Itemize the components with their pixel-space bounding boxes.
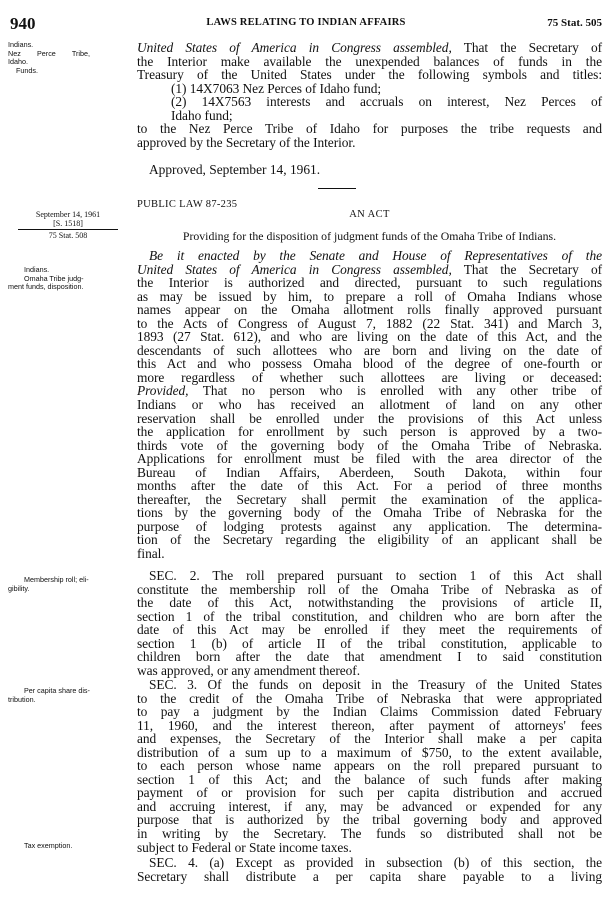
text-line: to each person whose name appears on the roll prepared pursuant to — [137, 758, 602, 774]
enacting-clause-italic: United States of America in Congress assembled, — [137, 40, 452, 55]
text-line: (2) 14X7563 interests and accruals on interest, Nez Perces of — [171, 94, 602, 110]
section-3-text — [137, 678, 602, 854]
text-line: constitute the membership roll of the Omaha Tribe of Nebraska as of — [137, 581, 602, 597]
text-line: to the Nez Perce Tribe of Idaho for purposes the tribe requests and — [137, 121, 602, 137]
text-line: Treasury of the United States under the following symbols and titles: — [137, 67, 602, 83]
text-line: Idaho fund; — [171, 107, 233, 123]
text-line: SEC. 2. The roll prepared pursuant to section 1 of this Act shall — [149, 568, 602, 583]
text-line: to pay a judgment by the Indian Claims Commission dated February — [137, 704, 602, 720]
act-title: Providing for the disposition of judgment funds of the Omaha Tribe of Indians. — [182, 229, 557, 243]
text-line: Provided, That no person who is enrolled with any other tribe of — [137, 383, 602, 399]
section-2-text — [137, 569, 602, 677]
text-line: subject to Federal or State income taxes. — [137, 839, 352, 855]
section-4-text — [137, 856, 602, 883]
text-line: 1893 (27 Stat. 612), and who are living on the date of this Act, and the — [137, 329, 602, 345]
margin-note-line: ment funds, disposition. — [8, 282, 84, 292]
text-line — [137, 249, 602, 263]
text-line: and accruing interest, if any, may be advanced or expended for any — [137, 798, 602, 814]
text-line: SEC. 3. Of the funds on deposit in the Treasury of the United States — [149, 677, 602, 692]
margin-note-membership — [8, 576, 128, 593]
text-line: thereafter, the Secretary shall permit the examination of the applica- — [137, 491, 602, 507]
text-line: to the Acts of Congress of August 7, 1882 (22 Stat. 341) and March 3, — [137, 315, 602, 331]
text-line: names appear on the Omaha allotment rolls finally approved pursuant — [137, 302, 602, 318]
text-line: more regardless of whether such allottees are living or deceased: — [137, 369, 602, 385]
margin-note-line: Per capita share dis- — [24, 686, 90, 695]
section-1-text — [137, 249, 602, 561]
margin-note-line: Indians. — [8, 40, 34, 49]
margin-note-line: Nez Perce Tribe, — [8, 48, 90, 58]
text-line: payment of or provision for such per capita distribution and accrued — [137, 785, 602, 801]
text-line: Bureau of Indian Affairs, Aberdeen, South Dakota, within four — [137, 464, 602, 480]
margin-note-omaha — [8, 266, 128, 292]
enactment-date: September 14, 1961 — [35, 210, 101, 219]
text-line: tions by the governing body of the Omaha Tribe of Nebraska for the — [137, 505, 602, 521]
text-line: section 1 of this Act; and the balance of such funds after making — [137, 771, 602, 787]
margin-note-line: Omaha Tribe judg- — [24, 273, 84, 283]
text-line: reservation shall be enrolled under the provisions of this Act unless — [137, 410, 602, 426]
text-line: final. — [137, 546, 165, 562]
margin-note-line: Funds. — [16, 65, 38, 75]
margin-note-line: Membership roll; eli- — [24, 575, 89, 584]
margin-note-line: gibility. — [8, 583, 30, 593]
margin-note-line: Idaho. — [8, 57, 28, 67]
text-line: thirds vote of the governing body of the Omaha Tribe of Nebraska. — [137, 437, 602, 453]
section-separator-rule — [318, 188, 356, 189]
proviso-italic: Provided, — [137, 383, 189, 399]
text-line: Indians or who has received an allotment of land on any other — [137, 397, 602, 413]
page-header — [10, 14, 602, 36]
text-line: and expenses, the Secretary of the Interior shall make a per capita — [137, 731, 602, 747]
date-box-rule — [18, 229, 118, 230]
text-line: tion of the Secretary regarding the eligibility of an applicant shall be — [137, 532, 602, 548]
text-line: Applications for enrollment must be filed with the area director of the — [137, 451, 602, 467]
an-act-heading: AN ACT — [349, 209, 390, 220]
margin-note-line: tribution. — [8, 694, 36, 704]
text-line: United States of America in Congress assembled, That the Secretary of — [137, 40, 602, 55]
text-line: United States of America in Congress assembled, That the Secretary of — [137, 261, 602, 277]
margin-note-line: Tax exemption. — [24, 841, 73, 850]
text-line: approved by the Secretary of the Interior. — [137, 134, 356, 150]
text-line: to the credit of the Omaha Tribe of Nebraska that were appropriated — [137, 690, 602, 706]
text-line: months after the date of this Act. For a period of three months — [137, 478, 602, 494]
text-line: Secretary shall distribute a per capita share payable to a living — [137, 868, 602, 884]
prior-act-text — [137, 41, 602, 149]
statute-reference: 75 Stat. 505 — [547, 17, 602, 29]
text-line: was approved, or any amendment thereof. — [137, 662, 361, 678]
text-line: purpose of lodging protests against any application. The determina- — [137, 518, 602, 534]
page-number: 940 — [10, 14, 36, 33]
text-line: 11, 1960, and the interest thereon, after payment of attorneys' fees — [137, 717, 602, 733]
text-line: purpose that is authorized by the tribal governing body and approved — [137, 812, 602, 828]
text-line: in writing by the Secretary. The funds so distributed shall not be — [137, 826, 602, 842]
text-line: the date of this Act, notwithstanding the provisions of article II, — [137, 595, 602, 611]
text-line: the Interior is authorized and directed, pursuant to such regulations — [137, 275, 602, 291]
text-line: children born after the date that amendment I to said constitution — [137, 649, 602, 665]
margin-note-tax — [8, 842, 128, 851]
text-line: (1) 14X7063 Nez Perces of Idaho fund; — [171, 80, 382, 96]
date-box — [8, 210, 128, 240]
text-line: as may be issued by him, to prepare a roll of Omaha Indians whose — [137, 288, 602, 304]
text-line: distribution of a sum up to a maximum of $750, to the extent available, — [137, 744, 602, 760]
text-line: the application for enrollment by such person is approved by a two- — [137, 424, 602, 440]
margin-note-per-capita — [8, 687, 128, 704]
bill-number: [S. 1518] — [53, 219, 83, 228]
margin-note-line: Indians. — [24, 265, 50, 274]
running-head: LAWS RELATING TO INDIAN AFFAIRS — [206, 17, 406, 28]
date-box-stat: 75 Stat. 508 — [48, 231, 88, 240]
text-line: the Interior make available the unexpended balances of funds in the — [137, 53, 602, 69]
enacting-clause-italic: Be it enacted by the Senate and House of Representatives of the — [149, 248, 602, 263]
text-line: section 1 of the tribal constitution, and children who are born after the — [137, 608, 602, 624]
public-law-number: PUBLIC LAW 87-235 — [137, 199, 238, 210]
enacting-clause-italic: United States of America in Congress assembled, — [137, 261, 452, 277]
text-line: section 1 (b) of article II of the tribal constitution, applicable to — [137, 635, 602, 651]
text-line: this Act and who possess Omaha blood of the degree of one-fourth or — [137, 356, 602, 372]
text-line: SEC. 4. (a) Except as provided in subsection (b) of this section, the — [149, 855, 602, 870]
approval-date: Approved, September 14, 1961. — [149, 162, 321, 177]
text-line: descendants of such allottees who are born and living on the date of — [137, 342, 602, 358]
text-line: date of this Act may be enrolled if they meet the requirements of — [137, 622, 602, 638]
margin-note-nez-perce — [8, 41, 128, 75]
